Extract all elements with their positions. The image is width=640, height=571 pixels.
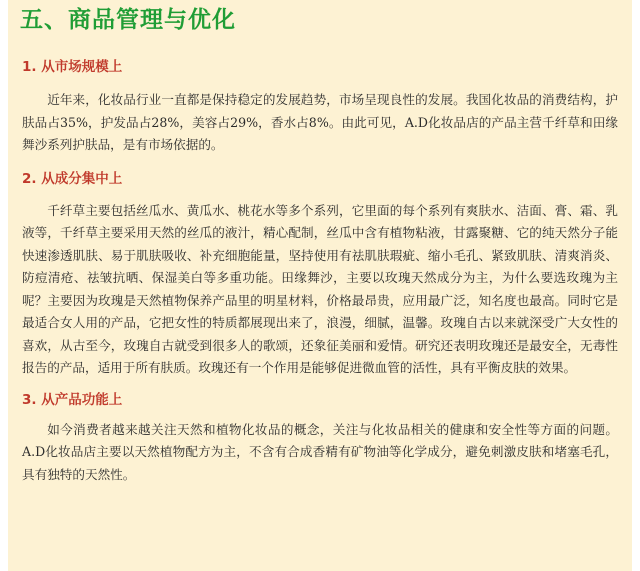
section-heading-ingredients: 2. 从成分集中上 [22,170,123,187]
section-paragraph-market-scale: 近年来，化妆品行业一直都是保持稳定的发展趋势，市场呈现良性的发展。我国化妆品的消费结构，护肤品占35%，护发品占28%，美容占29%，香水占8%。由此可见，A.D化妆品店的产品主营千纤草和田缘舞沙系列护肤品，是有市场依据的。 [22,92,618,152]
page-title: 五、商品管理与优化 [20,7,236,33]
section-heading-product-function: 3. 从产品功能上 [22,391,123,408]
section-paragraph-ingredients: 千纤草主要包括丝瓜水、黄瓜水、桃花水等多个系列，它里面的每个系列有爽肤水、洁面、膏、霜、乳液等，千纤草主要采用天然的丝瓜的液汁，精心配制，丝瓜中含有植物粘液，甘露聚糖、它的纯天然分子能快速渗透肌肤、易于肌肤吸收、补充细胞能量，坚持使用有祛肌肤瑕疵、缩小毛孔、紧致肌肤、清爽消炎、防痘清疮、祛皱抗晒、保湿美白等多重功能。田缘舞沙，主要以玫瑰天然成分为主，为什么要选玫瑰为主呢？主要因为玫瑰是天然植物保养产品里的明星材料，价格最昂贵，应用最广泛，知名度也最高。同时它是最适合女人用的产品，它把女性的特质都展现出来了，浪漫，细腻，温馨。玫瑰自古以来就深受广大女性的喜欢，从古至今，玫瑰自古就受到很多人的歌颂，还象征美丽和爱情。研究还表明玫瑰还是最安全，无毒性报告的产品，适用于所有肤质。玫瑰还有一个作用是能够促进微血管的活性，具有平衡皮肤的效果。 [22,202,618,375]
document-page [8,0,632,571]
section-heading-market-scale: 1. 从市场规模上 [22,59,123,75]
section-paragraph-product-function: 如今消费者越来越关注天然和植物化妆品的概念，关注与化妆品相关的健康和安全性等方面的问题。A.D化妆品店主要以天然植物配方为主，不含有合成香精有矿物油等化学成分，避免刺激皮肤和堵塞毛孔，具有独特的天然性。 [22,421,618,482]
